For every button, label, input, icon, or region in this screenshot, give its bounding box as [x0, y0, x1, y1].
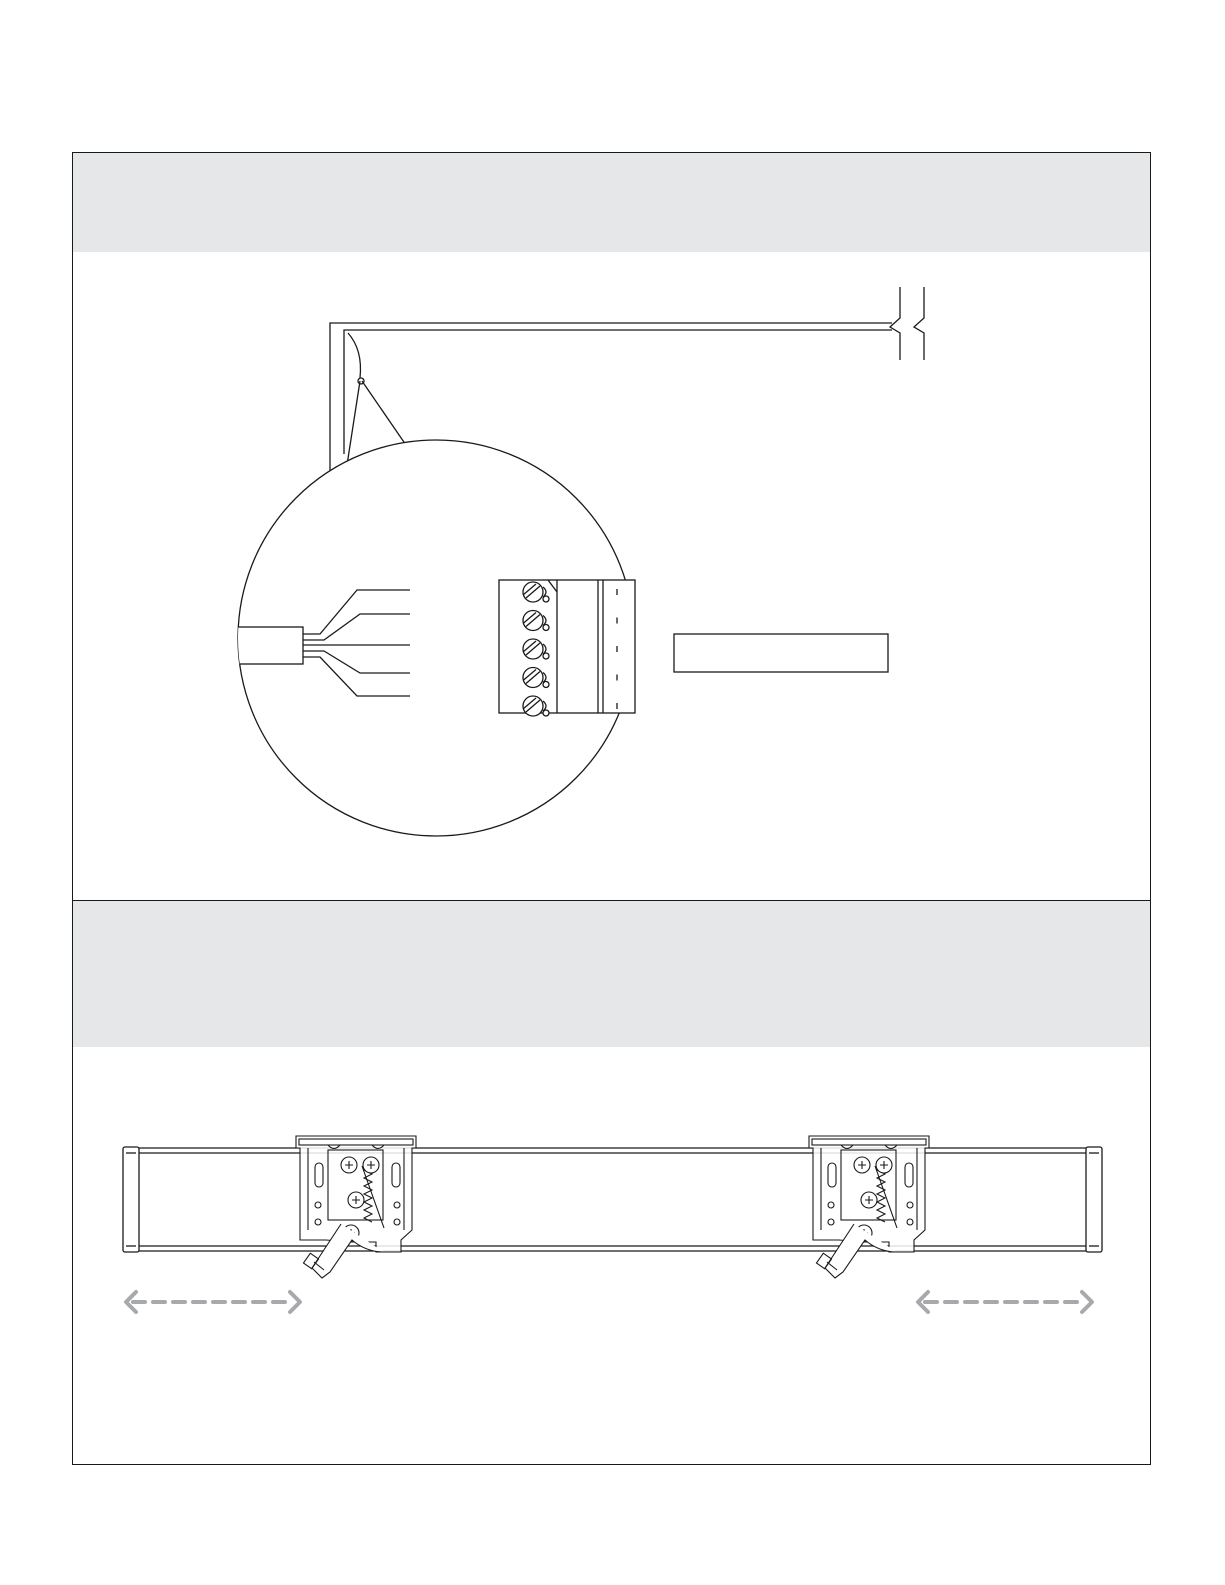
- cable-jacket: [200, 627, 303, 664]
- bracket-screw-icon: [854, 1157, 870, 1173]
- mounting-bracket-left: [296, 1136, 416, 1278]
- fixture-body: [123, 1147, 1102, 1252]
- terminal-block: [499, 580, 635, 716]
- left-adjust-arrow: [126, 1292, 300, 1312]
- bracket-screw-icon: [861, 1192, 877, 1208]
- bracket-screw-icon: [341, 1157, 357, 1173]
- bracket-screw-icon: [348, 1192, 364, 1208]
- wiring-label-box: [674, 634, 888, 672]
- bracket-screw-icon: [363, 1157, 379, 1173]
- end-cap-left: [123, 1147, 139, 1252]
- end-cap-right: [1086, 1147, 1102, 1252]
- right-adjust-arrow: [918, 1292, 1092, 1312]
- bracket-screw-icon: [876, 1157, 892, 1173]
- magnifier-detail: [200, 440, 888, 836]
- mounting-bracket-right: [809, 1136, 929, 1278]
